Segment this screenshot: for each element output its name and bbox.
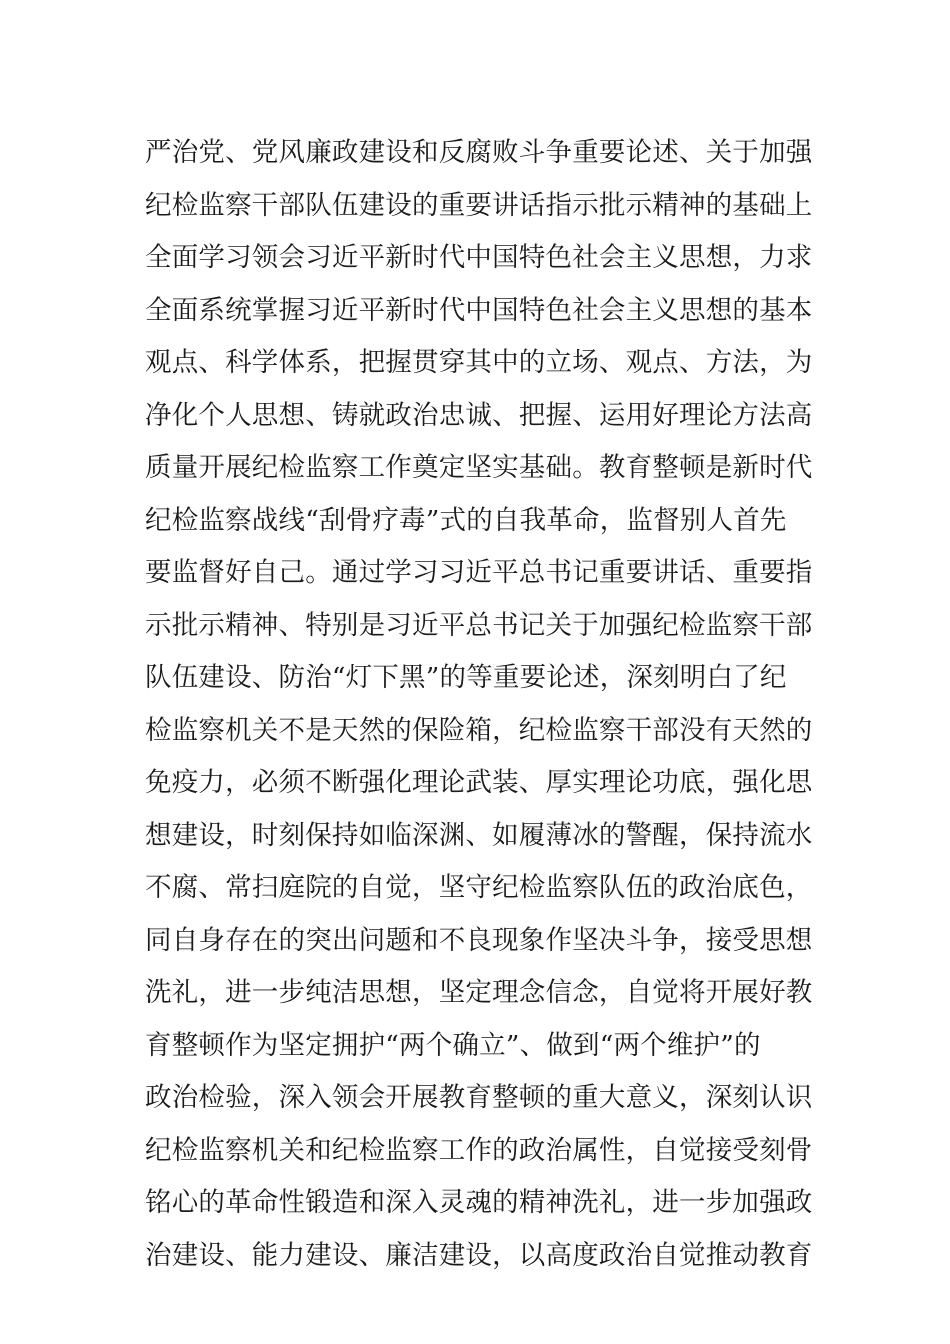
text-line-6: 净化个人思想、铸就政治忠诚、把握、运用好理论方法高 (145, 399, 813, 431)
text-line-19: 政治检验，深入领会开展教育整顿的重大意义，深刻认识 (145, 1082, 813, 1113)
text-line-4: 全面系统掌握习近平新时代中国特色社会主义思想的基本 (145, 294, 813, 326)
body-paragraph (145, 127, 815, 1282)
text-line-21: 铭心的革命性锻造和深入灵魂的精神洗礼，进一步加强政 (145, 1187, 813, 1218)
text-line-22: 治建设、能力建设、廉洁建设，以高度政治自觉推动教育 (145, 1239, 813, 1271)
text-line-12: 检监察机关不是天然的保险箱，纪检监察干部没有天然的 (145, 714, 813, 746)
text-line-7: 质量开展纪检监察工作奠定坚实基础。教育整顿是新时代 (145, 452, 813, 483)
text-line-17: 洗礼，进一步纯洁思想，坚定理念信念，自觉将开展好教 (145, 977, 813, 1008)
text-line-13: 免疫力，必须不断强化理论武装、厚实理论功底，强化思 (145, 767, 813, 798)
text-line-5: 观点、科学体系，把握贯穿其中的立场、观点、方法，为 (145, 347, 813, 378)
text-line-10: 示批示精神、特别是习近平总书记关于加强纪检监察干部 (145, 609, 813, 641)
text-line-1: 严治党、党风廉政建设和反腐败斗争重要论述、关于加强 (145, 137, 813, 168)
text-line-14: 想建设，时刻保持如临深渊、如履薄冰的警醒，保持流水 (145, 819, 813, 851)
text-line-9: 要监督好自己。通过学习习近平总书记重要讲话、重要指 (145, 557, 813, 588)
text-line-20: 纪检监察机关和纪检监察工作的政治属性，自觉接受刻骨 (145, 1134, 813, 1166)
text-line-2: 纪检监察干部队伍建设的重要讲话指示批示精神的基础上 (145, 189, 813, 221)
text-line-11: 队伍建设、防治“灯下黑”的等重要论述，深刻明白了纪 (145, 662, 787, 693)
text-line-3: 全面学习领会习近平新时代中国特色社会主义思想，力求 (145, 242, 813, 273)
text-line-18: 育整顿作为坚定拥护“两个确立”、做到“两个维护”的 (145, 1029, 761, 1061)
text-line-16: 同自身存在的突出问题和不良现象作坚决斗争，接受思想 (145, 924, 813, 956)
text-line-8: 纪检监察战线“刮骨疗毒”式的自我革命，监督别人首先 (145, 504, 787, 536)
text-line-15: 不腐、常扫庭院的自觉，坚守纪检监察队伍的政治底色， (145, 872, 813, 903)
